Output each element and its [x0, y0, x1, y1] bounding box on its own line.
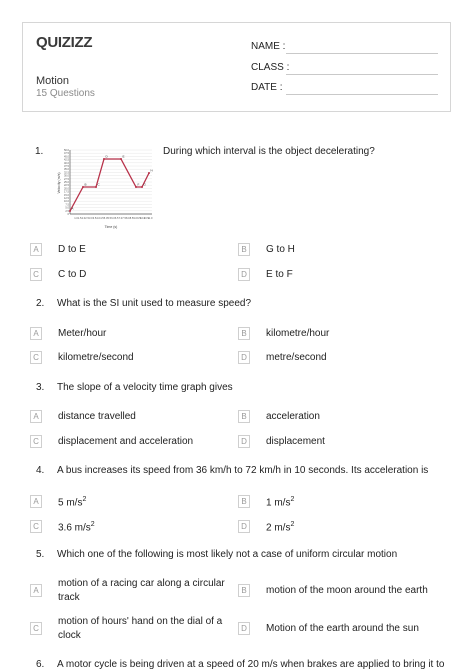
y-tick-label: 35.0 [63, 168, 69, 172]
date-field[interactable] [286, 94, 438, 95]
option-exponent: 2 [290, 496, 295, 503]
option-text: motion of a racing car along a circular [58, 578, 225, 589]
option-d[interactable] [238, 518, 294, 534]
option-letter: B [238, 410, 250, 423]
x-tick-label: 1.0 [74, 217, 78, 220]
option-c[interactable] [30, 518, 95, 534]
option-text: motion of the moon around the earth [266, 585, 428, 596]
question-text: During which interval is the object decelerating? [163, 146, 375, 157]
x-tick-label: 7.5 [122, 217, 126, 220]
x-tick-label: 5.0 [103, 217, 108, 220]
option-b[interactable] [238, 327, 329, 340]
y-tick-label: 40.0 [63, 161, 69, 165]
option-text [58, 493, 86, 509]
graph-point-label: H [150, 168, 153, 173]
option-value: 1 m/s [266, 497, 291, 509]
option-text: distance travelled [58, 411, 136, 422]
question-number: 4. [36, 465, 45, 476]
option-text [266, 493, 294, 509]
option-d[interactable] [238, 268, 293, 281]
y-tick-label: 15.0 [63, 193, 69, 197]
option-letter: D [238, 520, 250, 533]
x-tick-label: 7.0 [118, 217, 123, 220]
option-letter: A [30, 584, 42, 597]
option-letter: D [238, 351, 250, 364]
question-count: 15 Questions [36, 88, 95, 99]
option-c[interactable] [30, 435, 193, 448]
option-a[interactable] [30, 493, 86, 509]
option-letter: B [238, 327, 250, 340]
option-letter: B [238, 243, 250, 256]
x-tick-label: 6.5 [114, 217, 119, 220]
x-tick-label: 2.5 [85, 217, 89, 220]
option-value: 5 m/s [58, 497, 83, 509]
question-number: 5. [36, 549, 45, 560]
x-tick-label: 5.5 [107, 217, 112, 220]
x-tick-label: 9.5 [137, 217, 141, 220]
x-tick-label: 4.5 [100, 217, 104, 220]
x-tick-label: 1.5 [77, 217, 82, 220]
option-d[interactable] [238, 622, 419, 635]
worksheet-title: Motion [36, 75, 70, 87]
option-letter: B [238, 584, 250, 597]
y-tick-label: 42.5 [63, 158, 69, 162]
option-text: G to H [266, 244, 295, 255]
name-field[interactable] [286, 53, 438, 54]
y-tick-label: 7.5 [65, 203, 69, 207]
class-field[interactable] [286, 74, 438, 75]
option-letter: A [30, 243, 42, 256]
question-text: A motor cycle is being driven at a speed of 20 m/s when brakes are applied to bring it to [57, 659, 445, 670]
option-a[interactable] [30, 327, 106, 340]
option-letter: A [30, 410, 42, 423]
y-tick-label: 17.5 [63, 190, 69, 194]
y-tick-label: 10.0 [63, 200, 69, 204]
option-letter: D [238, 622, 250, 635]
y-tick-label: 32.5 [63, 171, 69, 175]
y-tick-label: 12.5 [63, 197, 69, 200]
y-tick-label: 0 [67, 213, 69, 216]
option-value: 2 m/s [266, 522, 291, 534]
question-text: A bus increases its speed from 36 km/h to 72 km/h in 10 seconds. Its acceleration is [57, 465, 429, 476]
x-tick-label: 8.5 [129, 217, 134, 220]
y-axis-label: Velocity (m/s) [57, 172, 61, 194]
y-tick-label: 20.0 [63, 187, 69, 191]
option-text: D to E [58, 244, 86, 255]
option-value: 3.6 m/s [58, 522, 91, 534]
x-axis-label: Time (s) [104, 225, 118, 229]
graph-point-label: B [84, 182, 87, 187]
y-tick-label: 27.5 [63, 177, 69, 181]
option-letter: D [238, 268, 250, 281]
option-text: E to F [266, 269, 293, 280]
x-tick-label: 3.5 [92, 217, 97, 220]
option-text-line2: clock [58, 630, 81, 641]
option-exponent: 2 [82, 496, 87, 503]
option-text: metre/second [266, 352, 327, 363]
option-text [266, 518, 294, 534]
option-text: displacement [266, 436, 325, 447]
option-b[interactable] [238, 243, 295, 256]
option-letter: A [30, 327, 42, 340]
option-d[interactable] [238, 435, 325, 448]
option-exponent: 2 [90, 521, 95, 528]
option-c[interactable] [30, 268, 86, 281]
option-text: Meter/hour [58, 328, 107, 339]
x-tick-label: 9.0 [133, 217, 138, 220]
graph-point-label: F [137, 182, 140, 187]
y-tick-label: 37.5 [63, 165, 69, 168]
date-label: DATE : [251, 82, 283, 93]
option-text: C to D [58, 269, 87, 280]
question-text: Which one of the following is most likely not a case of uniform circular motion [57, 549, 398, 560]
quizizz-logo: QUIZIZZ [36, 34, 93, 51]
question-number: 2. [36, 298, 45, 309]
option-letter: A [30, 495, 42, 508]
x-tick-label: 2.0 [81, 217, 86, 220]
question-text: The slope of a velocity time graph gives [57, 382, 233, 393]
velocity-time-graph [56, 143, 156, 231]
x-tick-label: 4.0 [96, 217, 101, 220]
y-tick-label: 25.0 [63, 181, 69, 184]
y-tick-label: 50.0 [63, 149, 69, 152]
y-tick-label: 45.0 [63, 155, 69, 159]
graph-point-label: C [97, 182, 100, 187]
x-tick-label: 6.0 [111, 217, 115, 220]
question-number: 6. [36, 659, 45, 670]
option-letter: C [30, 520, 42, 533]
graph-point-label: D [105, 154, 108, 159]
option-b[interactable] [238, 410, 320, 423]
option-a[interactable] [30, 410, 136, 423]
option-text-line2: track [58, 592, 80, 603]
option-text: motion of hours' hand on the dial of a [58, 616, 223, 627]
option-text: Motion of the earth around the sun [266, 623, 419, 634]
graph-point-label: E [122, 154, 125, 159]
y-tick-label: 22.5 [63, 184, 69, 188]
question-number: 1. [35, 146, 44, 157]
option-text: kilometre/hour [266, 328, 330, 339]
option-text: kilometre/second [58, 352, 134, 363]
graph-point-label: G [143, 182, 146, 187]
option-text [58, 518, 95, 534]
x-tick-label: 10.5 [143, 217, 149, 220]
graph-point-label: A [71, 206, 74, 211]
option-exponent: 2 [290, 521, 295, 528]
option-d[interactable] [238, 351, 327, 364]
option-letter: B [238, 495, 250, 508]
name-label: NAME : [251, 41, 286, 52]
question-number: 3. [36, 382, 45, 393]
x-tick-label: 3.0 [88, 217, 93, 220]
option-b[interactable] [238, 493, 294, 509]
option-letter: C [30, 351, 42, 364]
x-tick-label: 10.0 [140, 217, 146, 220]
y-tick-label: 47.5 [63, 152, 69, 156]
y-tick-label: 30.0 [63, 174, 69, 178]
option-c[interactable] [30, 351, 134, 364]
y-tick-label: 2.5 [65, 209, 69, 213]
x-tick-label: 8.0 [125, 217, 130, 220]
option-letter: C [30, 268, 42, 281]
option-text: acceleration [266, 411, 320, 422]
option-text: displacement and acceleration [58, 436, 194, 447]
option-letter: C [30, 435, 42, 448]
option-c[interactable] [30, 622, 42, 635]
option-letter: C [30, 622, 42, 635]
option-b[interactable] [238, 584, 428, 597]
y-tick-label: 5.0 [65, 206, 69, 210]
question-text: What is the SI unit used to measure speed? [57, 298, 251, 309]
class-label: CLASS : [251, 62, 290, 73]
option-a[interactable] [30, 584, 42, 597]
option-letter: D [238, 435, 250, 448]
x-tick-label: 11.0 [147, 217, 153, 220]
option-a[interactable] [30, 243, 86, 256]
